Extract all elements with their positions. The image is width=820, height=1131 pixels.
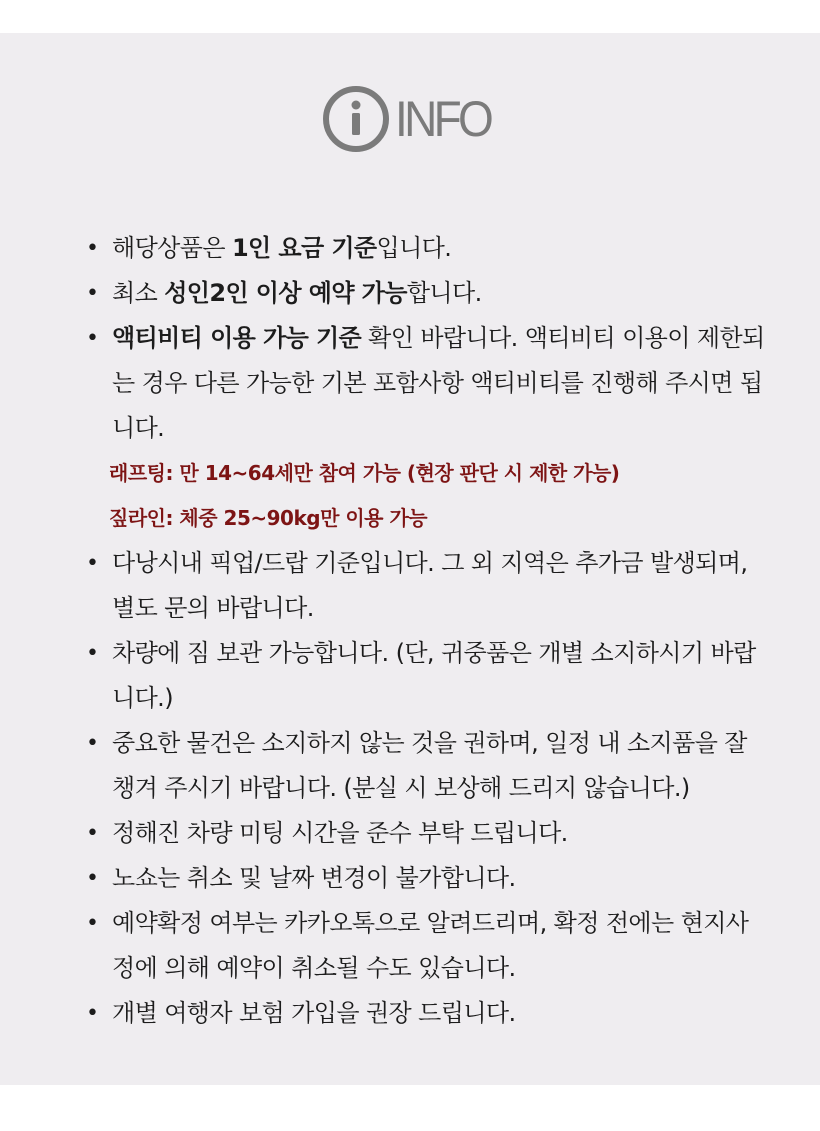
note-item: • 해당상품은 1인 요금 기준입니다. bbox=[0, 226, 820, 271]
note-item: • 차량에 짐 보관 가능합니다. (단, 귀중품은 개별 소지하시기 바랍니다.) bbox=[0, 631, 820, 721]
bullet: • bbox=[86, 866, 99, 891]
activity-limit-zipline: 짚라인: 체중 25~90kg만 이용 가능 bbox=[109, 506, 428, 530]
note-highlight: 성인2인 이상 예약 가능 bbox=[164, 279, 407, 307]
note-item: • 다낭시내 픽업/드랍 기준입니다. 그 외 지역은 추가금 발생되며, 별도 문의 바랍니다. bbox=[0, 541, 820, 631]
bullet: • bbox=[86, 236, 99, 261]
note-highlight: 1인 요금 기준 bbox=[231, 234, 377, 262]
bullet: • bbox=[86, 641, 99, 666]
note-item: • 개별 여행자 보험 가입을 권장 드립니다. bbox=[0, 991, 820, 1036]
note-item: • 최소 성인2인 이상 예약 가능합니다. bbox=[0, 271, 820, 316]
bullet: • bbox=[86, 551, 99, 576]
note-item: • 액티비티 이용 가능 기준 확인 바랍니다. 액티비티 이용이 제한되는 경우 다른 가능한 기본 포함사항 액티비티를 진행해 주시면 됩니다. bbox=[0, 316, 820, 451]
notes-list bbox=[0, 226, 820, 1036]
note-item: • 예약확정 여부는 카카오톡으로 알려드리며, 확정 전에는 현지사정에 의해 예약이 취소될 수도 있습니다. bbox=[0, 901, 820, 991]
bullet: • bbox=[86, 911, 99, 936]
bullet: • bbox=[86, 326, 99, 351]
note-item: • 정해진 차량 미팅 시간을 준수 부탁 드립니다. bbox=[0, 811, 820, 856]
activity-limit-rafting: 래프팅: 만 14~64세만 참여 가능 (현장 판단 시 제한 가능) bbox=[109, 461, 620, 485]
bullet: • bbox=[86, 1001, 99, 1026]
note-item: • 중요한 물건은 소지하지 않는 것을 권하며, 일정 내 소지품을 잘 챙겨 주시기 바랍니다. (분실 시 보상해 드리지 않습니다.) bbox=[0, 721, 820, 811]
note-item: • 노쇼는 취소 및 날짜 변경이 불가합니다. bbox=[0, 856, 820, 901]
bullet: • bbox=[86, 821, 99, 846]
info-panel bbox=[0, 33, 820, 1085]
info-circle-icon bbox=[321, 84, 391, 154]
info-header bbox=[0, 83, 820, 155]
info-title: INFO bbox=[395, 91, 491, 147]
bullet: • bbox=[86, 281, 99, 306]
note-highlight: 액티비티 이용 가능 기준 bbox=[112, 324, 362, 352]
bullet: • bbox=[86, 731, 99, 756]
